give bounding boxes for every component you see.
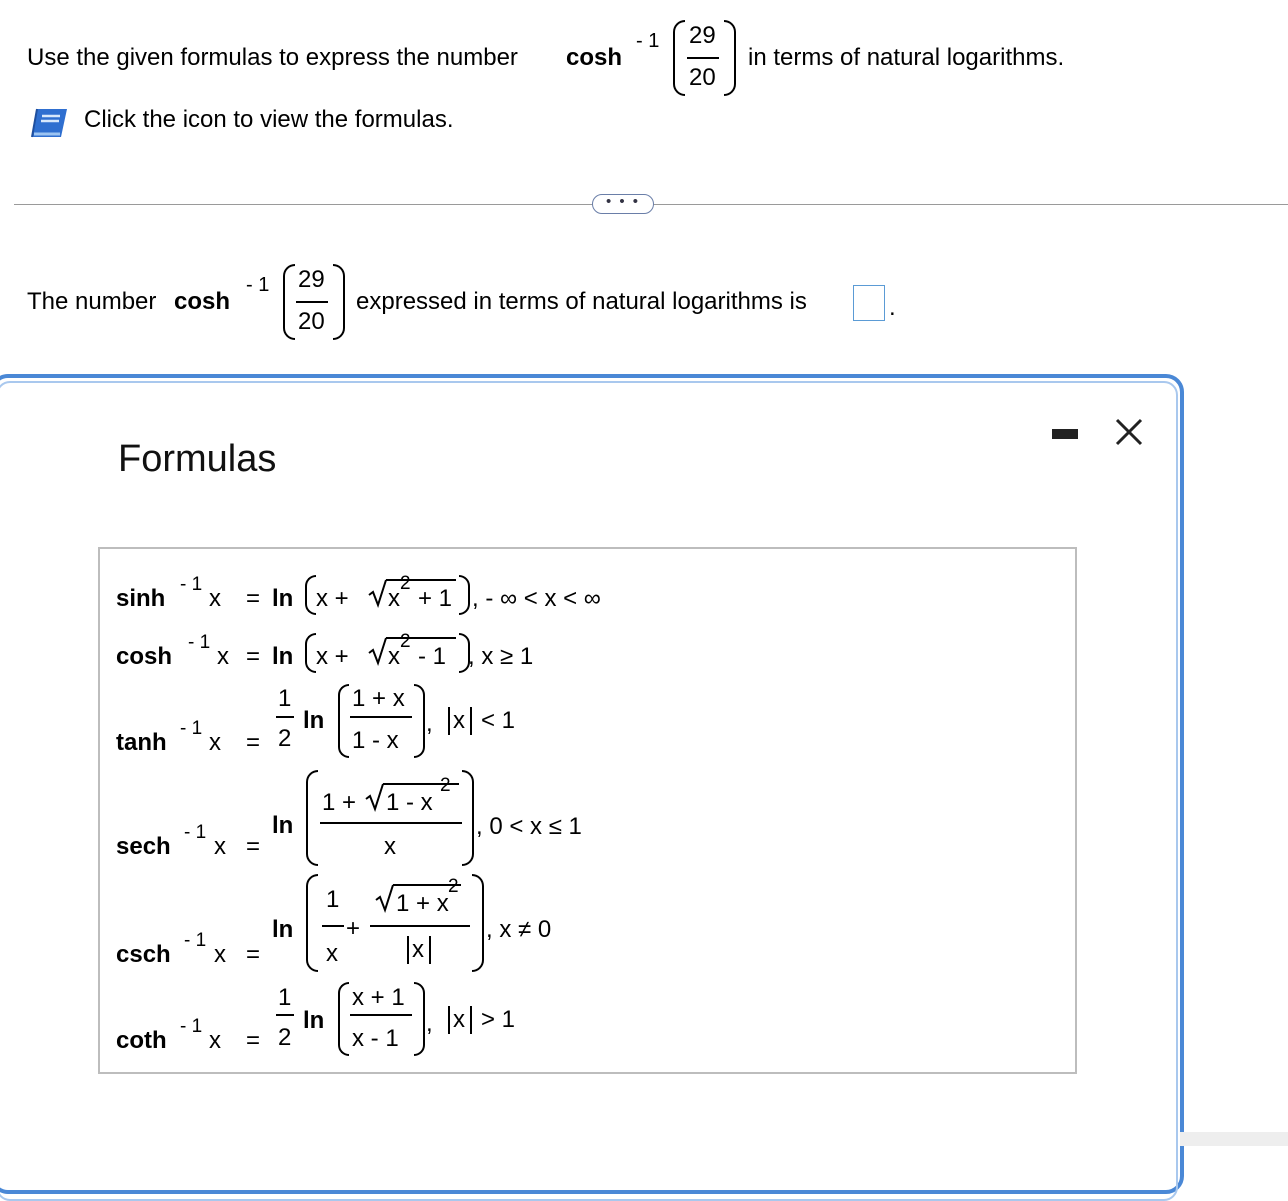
fraction-bar [350, 716, 412, 718]
radical-icon [374, 883, 394, 913]
fraction-bar [687, 57, 719, 59]
radical-bar [386, 637, 456, 639]
more-button[interactable]: • • • [592, 194, 654, 214]
left-paren [673, 20, 685, 96]
formula-func: sech [116, 833, 171, 860]
formula-condition: , x ≠ 0 [486, 916, 552, 943]
cond-var: x [453, 707, 465, 734]
formula-condition: , x ≥ 1 [468, 643, 534, 670]
radicand-exponent: 2 [400, 631, 411, 652]
formula-condition: , - ∞ < x < ∞ [472, 585, 601, 612]
formula-box [98, 547, 1077, 1074]
formula-exponent: - 1 [184, 822, 207, 843]
b-denominator-var: x [412, 936, 424, 963]
radicand-exponent: 2 [440, 775, 451, 796]
formula-condition: > 1 [481, 1006, 516, 1033]
fraction-bar [320, 822, 462, 824]
formula-comma: , [426, 710, 433, 737]
fraction-bar [276, 1014, 294, 1016]
formula-func: cosh [116, 643, 173, 670]
answer-numerator: 29 [298, 266, 325, 293]
formula-exponent: - 1 [180, 574, 203, 595]
formula-eq: = [246, 643, 261, 670]
abs-bar-right [470, 707, 472, 735]
formula-ln: ln [272, 812, 294, 839]
formula-var: x [217, 643, 229, 670]
minimize-icon[interactable] [1052, 429, 1078, 439]
formula-var: x [209, 729, 221, 756]
left-paren [306, 770, 318, 866]
radicand-exponent: 2 [400, 573, 411, 594]
coef-numerator: 1 [278, 984, 292, 1011]
left-paren [306, 874, 318, 972]
formula-eq: = [246, 941, 261, 968]
left-paren [305, 633, 316, 673]
formula-open: x + [316, 585, 349, 612]
formula-exponent: - 1 [180, 718, 203, 739]
formula-eq: = [246, 585, 261, 612]
fraction-bar [296, 301, 328, 303]
panel-title: Formulas [118, 438, 277, 480]
formula-var: x [214, 941, 226, 968]
formula-ln: ln [272, 585, 294, 612]
right-paren [724, 20, 736, 96]
coef-denominator: 2 [278, 1024, 292, 1051]
answer-exponent: - 1 [246, 274, 270, 296]
formula-exponent: - 1 [188, 632, 211, 653]
left-paren [338, 982, 349, 1056]
formula-ln: ln [272, 916, 294, 943]
formula-ln: ln [303, 1007, 325, 1034]
question-suffix: in terms of natural logarithms. [748, 44, 1065, 71]
inner-numerator: x + 1 [352, 984, 405, 1011]
abs-bar-right [429, 936, 431, 964]
book-icon[interactable] [29, 106, 71, 140]
right-paren [472, 874, 484, 972]
radicand-end: - 1 [418, 643, 447, 670]
answer-input[interactable] [853, 285, 885, 321]
answer-denominator: 20 [298, 308, 325, 335]
right-paren [414, 684, 425, 758]
formula-func: coth [116, 1027, 167, 1054]
right-paren [462, 770, 474, 866]
formula-var: x [209, 1027, 221, 1054]
left-paren [305, 575, 316, 615]
right-paren [333, 264, 345, 340]
formula-comma: , [426, 1010, 433, 1037]
a-numerator: 1 [326, 886, 340, 913]
plus-sign: + [346, 915, 361, 942]
answer-end: . [889, 294, 896, 321]
radical-icon [367, 578, 387, 608]
formula-func: sinh [116, 585, 166, 612]
formula-condition: , 0 < x ≤ 1 [476, 813, 582, 840]
formula-eq: = [246, 1027, 261, 1054]
left-paren [338, 684, 349, 758]
formulas-link-label[interactable]: Click the icon to view the formulas. [84, 106, 454, 133]
fraction-bar [322, 925, 344, 927]
fraction-bar [350, 1014, 412, 1016]
fraction-bar [370, 925, 470, 927]
formula-var: x [214, 833, 226, 860]
coef-numerator: 1 [278, 685, 292, 712]
question-prefix: Use the given formulas to express the number [27, 44, 518, 71]
abs-bar-left [448, 1006, 450, 1034]
coef-denominator: 2 [278, 725, 292, 752]
radicand: 1 - x [386, 789, 433, 816]
radicand-end: + 1 [418, 585, 453, 612]
fraction-bar [276, 716, 294, 718]
horizontal-scrollbar[interactable] [1180, 1132, 1288, 1146]
formula-ln: ln [272, 643, 294, 670]
radicand-exponent: 2 [448, 876, 459, 897]
radical-bar [386, 579, 456, 581]
formula-exponent: - 1 [184, 930, 207, 951]
formula-condition: < 1 [481, 707, 516, 734]
radicand-var: x [388, 585, 400, 612]
sech-num-prefix: 1 + [322, 789, 357, 816]
formula-eq: = [246, 729, 261, 756]
cond-var: x [453, 1006, 465, 1033]
answer-func: cosh [174, 288, 231, 315]
radical-icon [364, 782, 384, 812]
answer-suffix: expressed in terms of natural logarithms is [356, 288, 807, 315]
formula-open: x + [316, 643, 349, 670]
abs-bar-left [407, 936, 409, 964]
close-icon[interactable] [1114, 417, 1144, 447]
question-denominator: 20 [689, 64, 716, 91]
right-paren [414, 982, 425, 1056]
question-exponent: - 1 [636, 30, 660, 52]
question-func: cosh [566, 44, 623, 71]
formula-func: csch [116, 941, 171, 968]
inner-denominator: 1 - x [352, 727, 399, 754]
formula-eq: = [246, 833, 261, 860]
sech-denominator: x [384, 833, 396, 860]
inner-denominator: x - 1 [352, 1025, 399, 1052]
inner-numerator: 1 + x [352, 685, 405, 712]
question-numerator: 29 [689, 22, 716, 49]
formula-exponent: - 1 [180, 1016, 203, 1037]
formula-var: x [209, 585, 221, 612]
abs-bar-left [448, 707, 450, 735]
formula-func: tanh [116, 729, 167, 756]
answer-prefix: The number [27, 288, 157, 315]
a-denominator: x [326, 940, 338, 967]
left-paren [283, 264, 295, 340]
radical-icon [367, 636, 387, 666]
radicand: 1 + x [396, 890, 449, 917]
radicand-var: x [388, 643, 400, 670]
right-paren [459, 575, 470, 615]
abs-bar-right [470, 1006, 472, 1034]
formula-ln: ln [303, 707, 325, 734]
